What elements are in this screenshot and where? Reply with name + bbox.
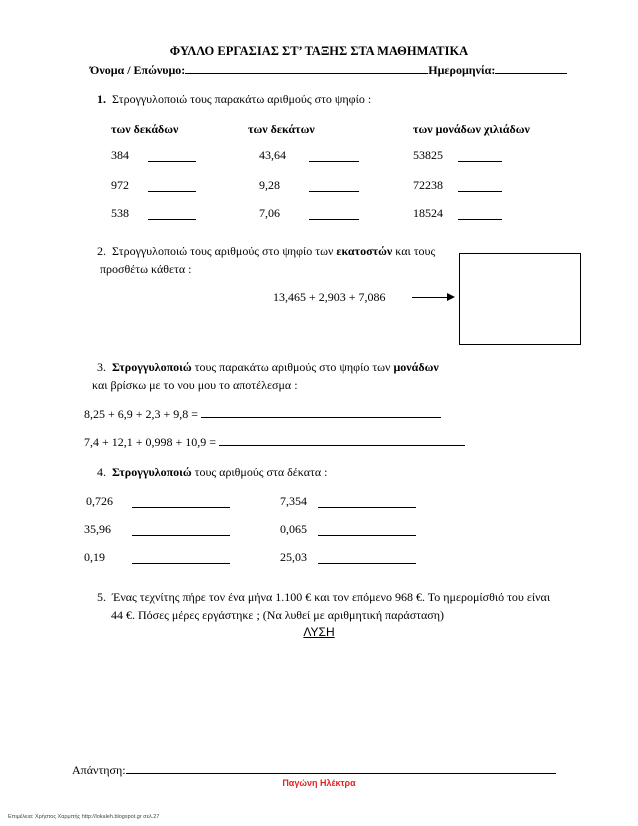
answer-blank <box>458 180 502 192</box>
answer-blank <box>132 552 230 564</box>
exercise-1-text: Στρογγυλοποιώ τους παρακάτω αριθμούς στο ψηφίο : <box>112 92 372 106</box>
exercise-4-instruction: 4. Στρογγυλοποιώ τους αριθμούς στα δέκατα : <box>97 465 328 479</box>
answer-line <box>72 762 556 778</box>
col-tens-heading: των δεκάδων <box>111 122 179 136</box>
arrow-head-icon <box>447 293 455 301</box>
answer-blank <box>318 552 416 564</box>
answer-blank <box>201 406 441 418</box>
exercise-2-instruction-line2: προσθέτω κάθετα : <box>100 262 192 276</box>
list-item: 972 <box>111 178 129 192</box>
answer-blank <box>132 496 230 508</box>
list-item: 538 <box>111 206 129 220</box>
exercise-3-instruction-line2: και βρίσκω με το νου μου το αποτέλεσμα : <box>92 378 298 392</box>
list-item: 72238 <box>413 178 443 192</box>
exercise-3-expression-2: 7,4 + 12,1 + 0,998 + 10,9 = <box>84 434 465 450</box>
answer-blank <box>126 762 556 774</box>
footer-credit: Επιμέλεια: Χρήστος Χαρμπής http://lokaleh.blogspot.gr σελ.27 <box>8 814 160 820</box>
list-item: 0,726 <box>86 494 113 508</box>
answer-blank <box>309 180 359 192</box>
page-title: ΦΥΛΛΟ ΕΡΓΑΣΙΑΣ ΣΤ’ ΤΑΞΗΣ ΣΤΑ ΜΑΘΗΜΑΤΙΚΑ <box>169 44 469 58</box>
list-item: 18524 <box>413 206 443 220</box>
name-date-line <box>90 62 567 78</box>
list-item: 7,354 <box>280 494 307 508</box>
answer-blank <box>148 208 196 220</box>
exercise-1-number: 1. <box>97 92 106 106</box>
answer-blank <box>458 150 502 162</box>
list-item: 7,06 <box>259 206 280 220</box>
date-blank <box>495 62 567 74</box>
answer-blank <box>148 150 196 162</box>
exercise-2-expression: 13,465 + 2,903 + 7,086 <box>273 290 386 304</box>
answer-blank <box>132 524 230 536</box>
list-item: 9,28 <box>259 178 280 192</box>
answer-blank <box>148 180 196 192</box>
solution-label: ΛΥΣΗ <box>303 625 335 639</box>
answer-blank <box>318 496 416 508</box>
list-item: 43,64 <box>259 148 286 162</box>
list-item: 25,03 <box>280 550 307 564</box>
answer-blank <box>458 208 502 220</box>
list-item: 384 <box>111 148 129 162</box>
exercise-3-expression-1: 8,25 + 6,9 + 2,3 + 9,8 = <box>84 406 441 422</box>
answer-label: Απάντηση: <box>72 763 126 777</box>
answer-box <box>459 253 581 345</box>
col-tenths-heading: των δεκάτων <box>248 122 315 136</box>
name-blank <box>185 62 428 74</box>
col-thousands-heading: των μονάδων χιλιάδων <box>413 122 530 136</box>
exercise-3-instruction: 3. Στρογγυλοποιώ τους παρακάτω αριθμούς στο ψηφίο των μονάδων <box>97 360 439 374</box>
exercise-1-instruction <box>97 92 371 107</box>
exercise-5-text-line1: 5. Ένας τεχνίτης πήρε τον ένα μήνα 1.100 € και τον επόμενο 968 €. Το ημερομίσθιό του είναι <box>97 590 551 604</box>
date-label: Ημερομηνία: <box>428 63 496 77</box>
exercise-2-instruction: 2. Στρογγυλοποιώ τους αριθμούς στο ψηφίο των εκατοστών και τους <box>97 244 436 258</box>
author-name: Παγώνη Ηλέκτρα <box>282 778 356 788</box>
answer-blank <box>219 434 465 446</box>
list-item: 0,065 <box>280 522 307 536</box>
exercise-5-text-line2: 44 €. Πόσες μέρες εργάστηκε ; (Να λυθεί με αριθμητική παράσταση) <box>111 608 445 622</box>
arrow-icon <box>412 297 450 298</box>
answer-blank <box>309 208 359 220</box>
list-item: 53825 <box>413 148 443 162</box>
answer-blank <box>318 524 416 536</box>
list-item: 0,19 <box>84 550 105 564</box>
answer-blank <box>309 150 359 162</box>
list-item: 35,96 <box>84 522 111 536</box>
name-label: Όνομα / Επώνυμο: <box>90 63 186 77</box>
